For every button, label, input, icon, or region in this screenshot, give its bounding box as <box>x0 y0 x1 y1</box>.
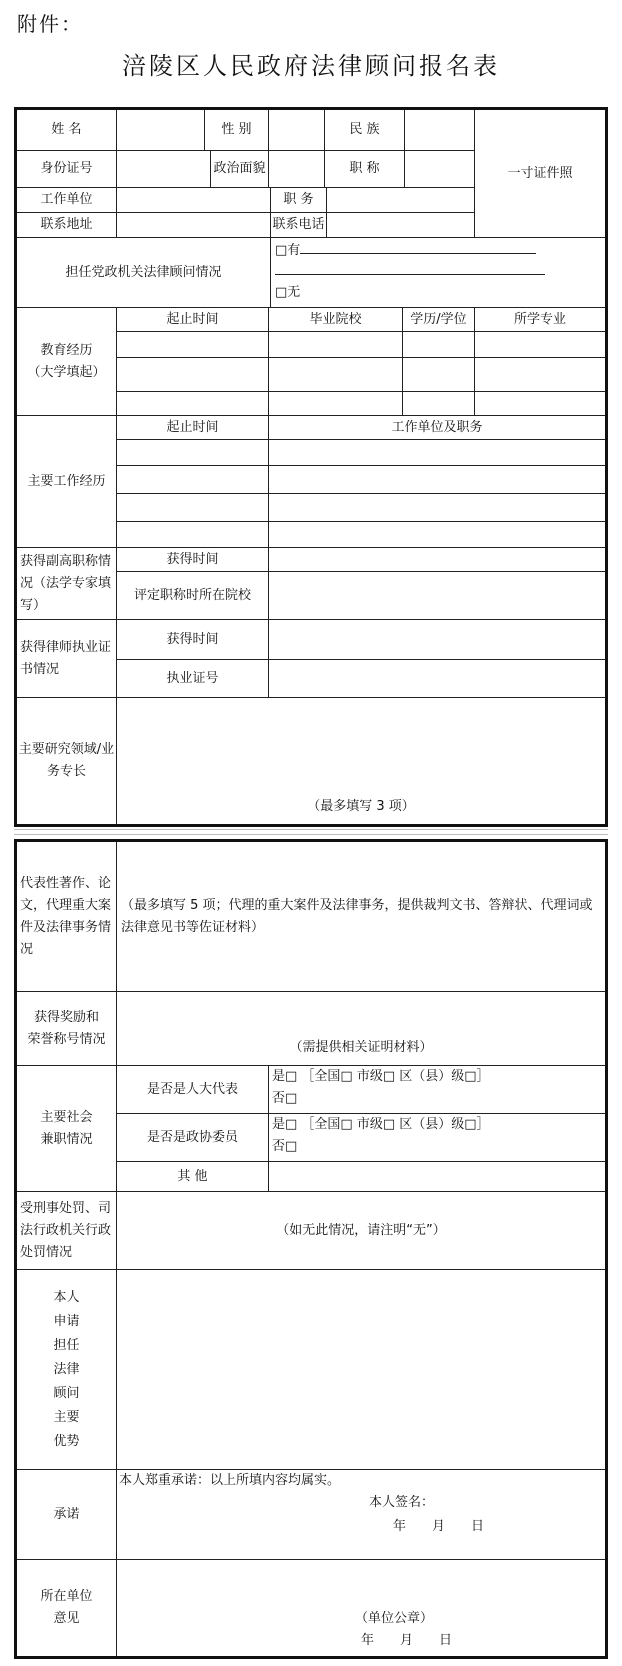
edu-cell[interactable] <box>269 332 403 358</box>
form-page-1 <box>14 107 608 827</box>
form-page-2 <box>14 839 608 1659</box>
work-unit-label: 工作单位 <box>17 188 117 213</box>
work-header-unit: 工作单位及职务 <box>269 416 605 440</box>
lawyer-cert-time-field[interactable] <box>269 620 605 660</box>
cppcc-label: 是否是政协委员 <box>117 1114 269 1162</box>
edu-cell[interactable] <box>403 392 475 416</box>
awards-note: （需提供相关证明材料） <box>289 1040 433 1055</box>
awards-field[interactable] <box>117 992 605 1066</box>
gov-counsel-no-checkbox[interactable]: □无 <box>275 285 301 300</box>
senior-title-time-field[interactable] <box>269 548 605 572</box>
gender-label: 性 别 <box>205 110 269 151</box>
work-cell[interactable] <box>269 522 605 548</box>
pledge-field[interactable] <box>117 1470 605 1560</box>
id-number-field[interactable] <box>117 151 211 188</box>
social-label-line1: 主要社会 <box>40 1109 93 1125</box>
photo-box[interactable]: 一寸证件照 <box>475 110 605 238</box>
advantage-label-line: 担任 <box>53 1337 80 1353</box>
advantage-label-line: 优势 <box>53 1433 80 1449</box>
penalty-field[interactable] <box>117 1192 605 1270</box>
id-number-label: 身份证号 <box>17 151 117 188</box>
political-status-field[interactable] <box>269 151 325 188</box>
edu-cell[interactable] <box>269 358 403 392</box>
advantage-label-line: 申请 <box>53 1313 80 1329</box>
gov-counsel-label: 担任党政机关法律顾问情况 <box>17 238 271 308</box>
edu-cell[interactable] <box>117 358 269 392</box>
lawyer-cert-label: 获得律师执业证书情况 <box>17 620 117 698</box>
research-note: （最多填写 3 项） <box>307 799 415 814</box>
npc-yes-options[interactable]: 是□ ［全国□ 市级□ 区（县）级□］ <box>272 1069 490 1084</box>
form-title: 涪陵区人民政府法律顾问报名表 <box>122 52 500 80</box>
cppcc-no-checkbox[interactable]: 否□ <box>272 1139 298 1154</box>
advantage-label-line: 主要 <box>53 1409 80 1425</box>
research-label: 主要研究领域/业务专长 <box>17 698 117 824</box>
advantage-label-line: 顾问 <box>53 1385 80 1401</box>
work-cell[interactable] <box>117 466 269 494</box>
unit-seal: （单位公章） <box>355 1611 434 1626</box>
pledge-date: 年 月 日 <box>393 1519 485 1534</box>
work-cell[interactable] <box>117 440 269 466</box>
penalty-label: 受刑事处罚、司法行政机关行政处罚情况 <box>17 1192 117 1270</box>
work-cell[interactable] <box>269 466 605 494</box>
work-unit-field[interactable] <box>117 188 271 213</box>
unit-opinion-label <box>17 1560 117 1656</box>
pledge-signature-label[interactable]: 本人签名： <box>369 1495 435 1510</box>
awards-label <box>17 992 117 1066</box>
phone-label: 联系电话 <box>271 213 327 238</box>
pledge-statement: 本人郑重承诺：以上所填内容均属实。 <box>119 1473 341 1488</box>
edu-cell[interactable] <box>403 332 475 358</box>
work-cell[interactable] <box>269 440 605 466</box>
gender-field[interactable] <box>269 110 325 151</box>
social-label <box>17 1066 117 1192</box>
education-label-line2: （大学填起） <box>27 364 106 380</box>
education-label-line1: 教育经历 <box>40 342 93 358</box>
social-label-line2: 兼职情况 <box>40 1131 93 1147</box>
ethnicity-label: 民 族 <box>325 110 405 151</box>
work-header-period: 起止时间 <box>117 416 269 440</box>
senior-title-school-label: 评定职称时所在院校 <box>117 572 269 620</box>
name-label: 姓 名 <box>17 110 117 151</box>
work-cell[interactable] <box>117 522 269 548</box>
work-cell[interactable] <box>117 494 269 522</box>
edu-header-school: 毕业院校 <box>269 308 403 332</box>
unit-opinion-field[interactable] <box>117 1560 605 1656</box>
cppcc-yes-options[interactable]: 是□ ［全国□ 市级□ 区（县）级□］ <box>272 1117 490 1132</box>
professional-title-field[interactable] <box>405 151 475 188</box>
edu-cell[interactable] <box>475 332 605 358</box>
professional-title-label: 职 称 <box>325 151 405 188</box>
research-field[interactable] <box>117 698 605 824</box>
edu-cell[interactable] <box>403 358 475 392</box>
other-label: 其 他 <box>117 1162 269 1192</box>
edu-cell[interactable] <box>117 392 269 416</box>
edu-cell[interactable] <box>117 332 269 358</box>
position-field[interactable] <box>327 188 475 213</box>
senior-title-label: 获得副高职称情况（法学专家填写） <box>17 548 117 620</box>
position-label: 职 务 <box>271 188 327 213</box>
lawyer-cert-time-label: 获得时间 <box>117 620 269 660</box>
works-note: （最多填写 5 项；代理的重大案件及法律事务，提供裁判文书、答辩状、代理词或法律意见书等佐证材料） <box>121 897 593 935</box>
unit-opinion-label-line1: 所在单位 <box>40 1589 93 1604</box>
unit-opinion-date: 年 月 日 <box>361 1633 453 1648</box>
phone-field[interactable] <box>327 213 475 238</box>
attachment-label: 附件： <box>17 12 83 36</box>
other-field[interactable] <box>269 1162 605 1192</box>
name-field[interactable] <box>117 110 205 151</box>
advantage-label <box>17 1270 117 1470</box>
work-cell[interactable] <box>269 494 605 522</box>
advantage-label-line: 法律 <box>53 1361 80 1377</box>
npc-label: 是否是人大代表 <box>117 1066 269 1114</box>
education-label <box>17 308 117 416</box>
gov-counsel-field[interactable] <box>271 238 605 308</box>
address-label: 联系地址 <box>17 213 117 238</box>
edu-header-degree: 学历/学位 <box>403 308 475 332</box>
edu-cell[interactable] <box>475 358 605 392</box>
unit-opinion-label-line2: 意见 <box>53 1611 80 1626</box>
npc-no-checkbox[interactable]: 否□ <box>272 1091 298 1106</box>
pledge-label: 承诺 <box>17 1470 117 1560</box>
lawyer-cert-number-label: 执业证号 <box>117 660 269 698</box>
awards-label-line1: 获得奖励和 <box>33 1009 99 1025</box>
gov-counsel-yes-checkbox[interactable]: □有 <box>275 243 301 258</box>
edu-header-major: 所学专业 <box>475 308 605 332</box>
page-break <box>14 829 608 835</box>
edu-cell[interactable] <box>475 392 605 416</box>
awards-label-line2: 荣誉称号情况 <box>27 1031 106 1047</box>
edu-cell[interactable] <box>269 392 403 416</box>
works-field[interactable] <box>117 842 605 992</box>
address-field[interactable] <box>117 213 271 238</box>
senior-title-time-label: 获得时间 <box>117 548 269 572</box>
ethnicity-field[interactable] <box>405 110 475 151</box>
advantage-label-line: 本人 <box>53 1289 80 1305</box>
advantage-field[interactable] <box>117 1270 605 1470</box>
works-label: 代表性著作、论文，代理重大案件及法律事务情况 <box>17 842 117 992</box>
senior-title-school-field[interactable] <box>269 572 605 620</box>
cppcc-options[interactable] <box>269 1114 605 1162</box>
penalty-note: （如无此情况，请注明“无”） <box>276 1222 446 1238</box>
political-status-label: 政治面貌 <box>211 151 269 188</box>
edu-header-period: 起止时间 <box>117 308 269 332</box>
gov-counsel-line <box>275 274 545 275</box>
work-history-label: 主要工作经历 <box>17 416 117 548</box>
npc-options[interactable] <box>269 1066 605 1114</box>
lawyer-cert-number-field[interactable] <box>269 660 605 698</box>
